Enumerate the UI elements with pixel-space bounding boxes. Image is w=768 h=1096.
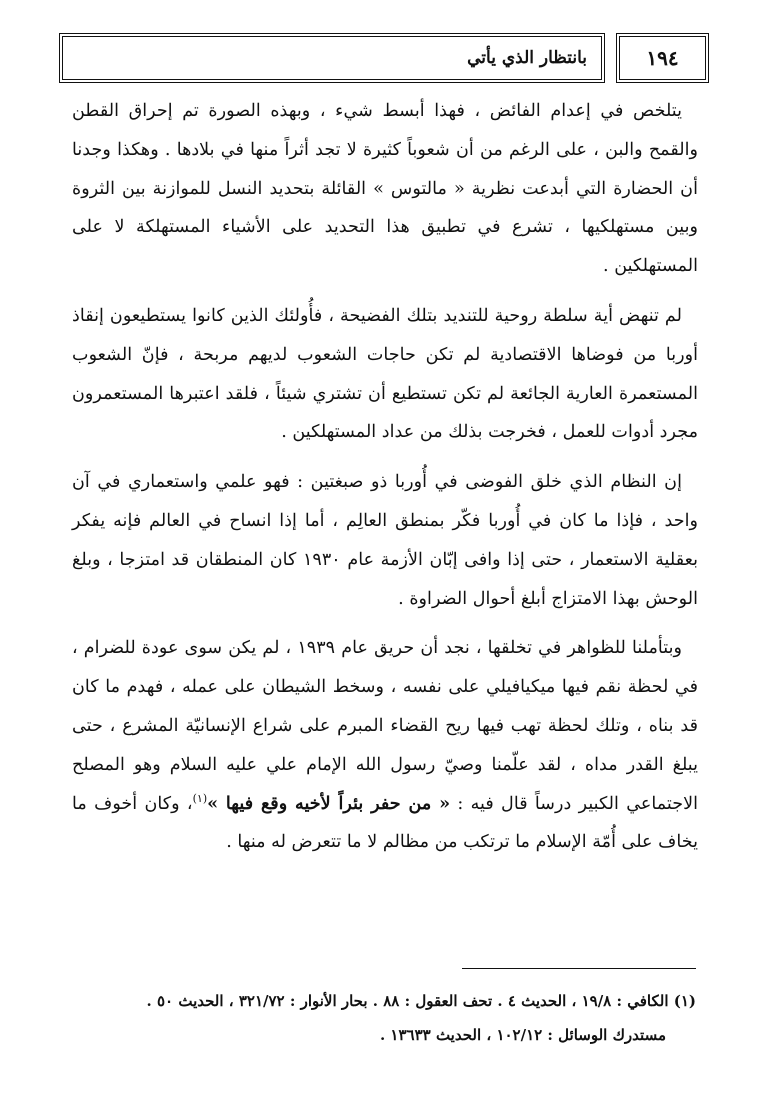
footnote-line: (١) الكافي : ١٩/٨ ، الحديث ٤ . تحف العقول : ٨٨ . بحار الأنوار : ٣٢١/٧٢ ، الحديث ٥٠ .: [146, 992, 696, 1010]
page-header: [59, 36, 709, 82]
body-text: [72, 92, 698, 862]
paragraph: [72, 629, 698, 862]
footnote-reference: (١): [192, 791, 208, 805]
hadith-quote: « من حفر بئراً لأخيه وقع فيها »: [207, 792, 451, 814]
page-number-box: [619, 36, 706, 80]
paragraph: لم تنهض أية سلطة روحية للتنديد بتلك الفضيحة ، فأُولئك الذين كانوا يستطيعون إنقاذ أوربا من فوضاها الاقتصادية لم تكن حاجات الشعوب لديهم مربحة ، فإنّ الشعوب المستعمرة العارية الجائعة لم تكن تستطيع أن تشتري شيئاً ، فلقد اعتبرها المستعمرون مجرد أدوات للعمل ، فخرجت بذلك من عداد المستهلكين .: [72, 305, 698, 443]
footnote-separator: [462, 968, 696, 969]
running-title-box: [62, 36, 602, 80]
footnote-line: مستدرك الوسائل : ١٠٢/١٢ ، الحديث ١٣٦٣٣ .: [379, 1026, 666, 1044]
paragraph-text: وبتأملنا للظواهر في تخلقها ، نجد أن حريق عام ١٩٣٩ ، لم يكن سوى عودة للضرام ، في لحظة نقم فيها ميكيافيلي على نفسه ، وسخط الشيطان على عمله ، فهدم ما كان قد بناه ، وتلك لحظة تهب فيها ريح القضاء المبرم على شراع الإنسانيّة المشرع ، حتى يبلغ القدر مداه ، لقد علّمنا وصيّ رسول الله الإمام علي عليه السلام وهو المصلح الاجتماعي الكبير درساً قال فيه :: [72, 638, 699, 814]
paragraph: يتلخص في إعدام الفائض ، فهذا أبسط شيء ، وبهذه الصورة تم إحراق القطن والقمح والبن ، على الرغم من أن شعوباً كثيرة لا تجد أثراً منها في بلادها . وهكذا وجدنا أن الحضارة التي أبدعت نظرية « مالتوس » القائلة بتحديد النسل للموازنة بين الثروة وبين مستهلكيها ، تشرع في تطبيق هذا التحديد على الأشياء المستهلكة لا على المستهلكين .: [72, 101, 698, 277]
paragraph-tail: ، وكان أخوف ما يخاف على أُمّة الإسلام ما ترتكب من مظالم لا ما تتعرض له منها .: [72, 793, 698, 853]
paragraph: إن النظام الذي خلق الفوضى في أُوربا ذو صبغتين : فهو علمي واستعماري في آن واحد ، فإذا ما كان في أُوربا فكّر بمنطق العالِم ، أما إذا انساح في العالم فإنه يفكر بعقلية الاستعمار ، حتى إذا وافى إبّان الأزمة عام ١٩٣٠ كان المنطقان قد امتزجا ، وبلغ الوحش بهذا الامتزاج أبلغ أحوال الضراوة .: [72, 472, 698, 609]
running-title: بانتظار الذي يأتي: [467, 48, 587, 68]
page-number: ١٩٤: [646, 46, 679, 70]
footnote: [74, 984, 696, 1052]
